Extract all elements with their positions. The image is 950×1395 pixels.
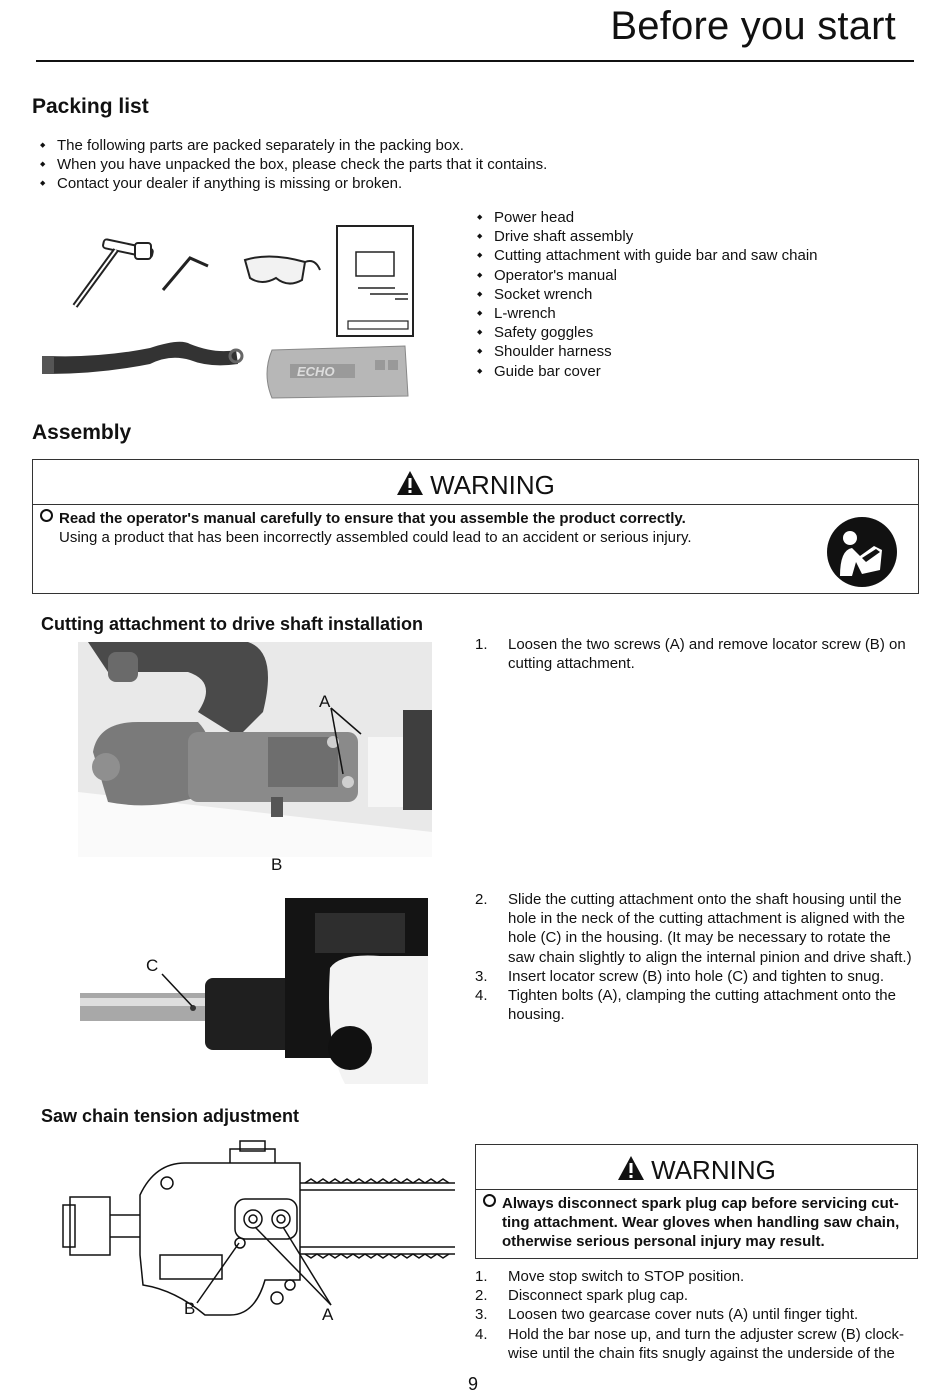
circle-bullet-icon [483,1194,496,1207]
installation-heading: Cutting attachment to drive shaft installation [41,614,424,634]
label-a: A [322,1305,334,1324]
packing-contents-illustration [40,218,420,403]
list-item: 2. Disconnect spark plug cap. [475,1287,689,1305]
l-wrench-icon [163,258,208,290]
photo-hole-c [80,898,428,1084]
page-number: 9 [468,1374,479,1394]
label-b: B [271,855,283,874]
warning-title: WARNING [430,470,555,500]
list-item: 3. Loosen two gearcase cover nuts (A) until finger tight. [475,1306,859,1324]
photo-screws-a-b [78,642,432,857]
title-divider [36,60,914,62]
list-item: ◆ Shoulder harness [475,342,915,361]
guide-bar-cover-icon [267,346,408,398]
tension-steps [475,1267,920,1363]
shoulder-harness-icon [42,342,242,374]
list-item: 3. Insert locator screw (B) into hole (C) and tighten to snug. [475,967,885,985]
safety-goggles-icon [245,256,320,283]
page-title: Before you start [610,4,896,48]
label-c: C [146,956,159,975]
gearcase-diagram [55,1135,455,1325]
warning-body [476,1190,917,1252]
guide-bar-cover-logo: ECHO [297,364,335,379]
assembly-warning-box [32,459,919,594]
circle-bullet-icon [40,509,53,522]
read-manual-icon [826,516,898,588]
list-item: ◆ The following parts are packed separately in the packing box. [38,136,598,155]
packing-list-heading: Packing list [32,95,149,118]
list-item: 1. Move stop switch to STOP position. [475,1268,745,1285]
list-item: ◆ Safety goggles [475,323,915,342]
label-a: A [319,692,331,711]
installation-step-1 [475,635,920,673]
warning-header [476,1145,917,1190]
warning-header [33,460,918,505]
warning-text: Using a product that has been incorrectly assembled could lead to an accident or serious injury. [59,529,692,547]
list-item: 4. Tighten bolts (A), clamping the cutting attachment onto the housing. [475,987,896,1024]
list-item: ◆ Power head [475,208,915,227]
list-item: 1. Loosen the two screws (A) and remove locator screw (B) on cutting attachment. [475,636,906,673]
list-item: ◆ When you have unpacked the box, please check the parts that it contains. [38,155,598,174]
list-item: 2. Slide the cutting attachment onto the shaft housing until the hole in the neck of the cutting attachment is aligned with the hole (C) in the housing. (It may be necessary to rotate the saw chain slightly to align the internal pinion and drive shaft.) [475,891,912,966]
assembly-heading: Assembly [32,421,132,444]
operators-manual-icon [337,226,413,336]
list-item: ◆ Operator's manual [475,266,915,285]
warning-body [33,505,918,547]
warning-bold-text: Always disconnect spark plug cap before servicing cut-ting attachment. Wear gloves when handling saw chain, otherwise serious personal injury may result. [502,1195,900,1251]
list-item: ◆ Guide bar cover [475,362,915,381]
list-item: ◆ L-wrench [475,304,915,323]
warning-title: WARNING [651,1155,776,1185]
list-item: 4. Hold the bar nose up, and turn the adjuster screw (B) clock-wise until the chain fits snugly against the underside of the [475,1325,905,1362]
installation-steps-2-4 [475,890,920,1024]
list-item: ◆ Contact your dealer if anything is missing or broken. [38,174,598,193]
packing-intro-list [38,136,598,194]
socket-wrench-icon [75,239,153,306]
label-b: B [184,1299,196,1318]
warning-bold-text: Read the operator's manual carefully to ensure that you assemble the product correctly. [59,510,686,527]
tension-warning-box [475,1144,918,1259]
list-item: ◆ Drive shaft assembly [475,227,915,246]
list-item: ◆ Cutting attachment with guide bar and saw chain [475,246,915,265]
parts-list [475,208,915,381]
list-item: ◆ Socket wrench [475,285,915,304]
tension-heading: Saw chain tension adjustment [41,1106,300,1126]
